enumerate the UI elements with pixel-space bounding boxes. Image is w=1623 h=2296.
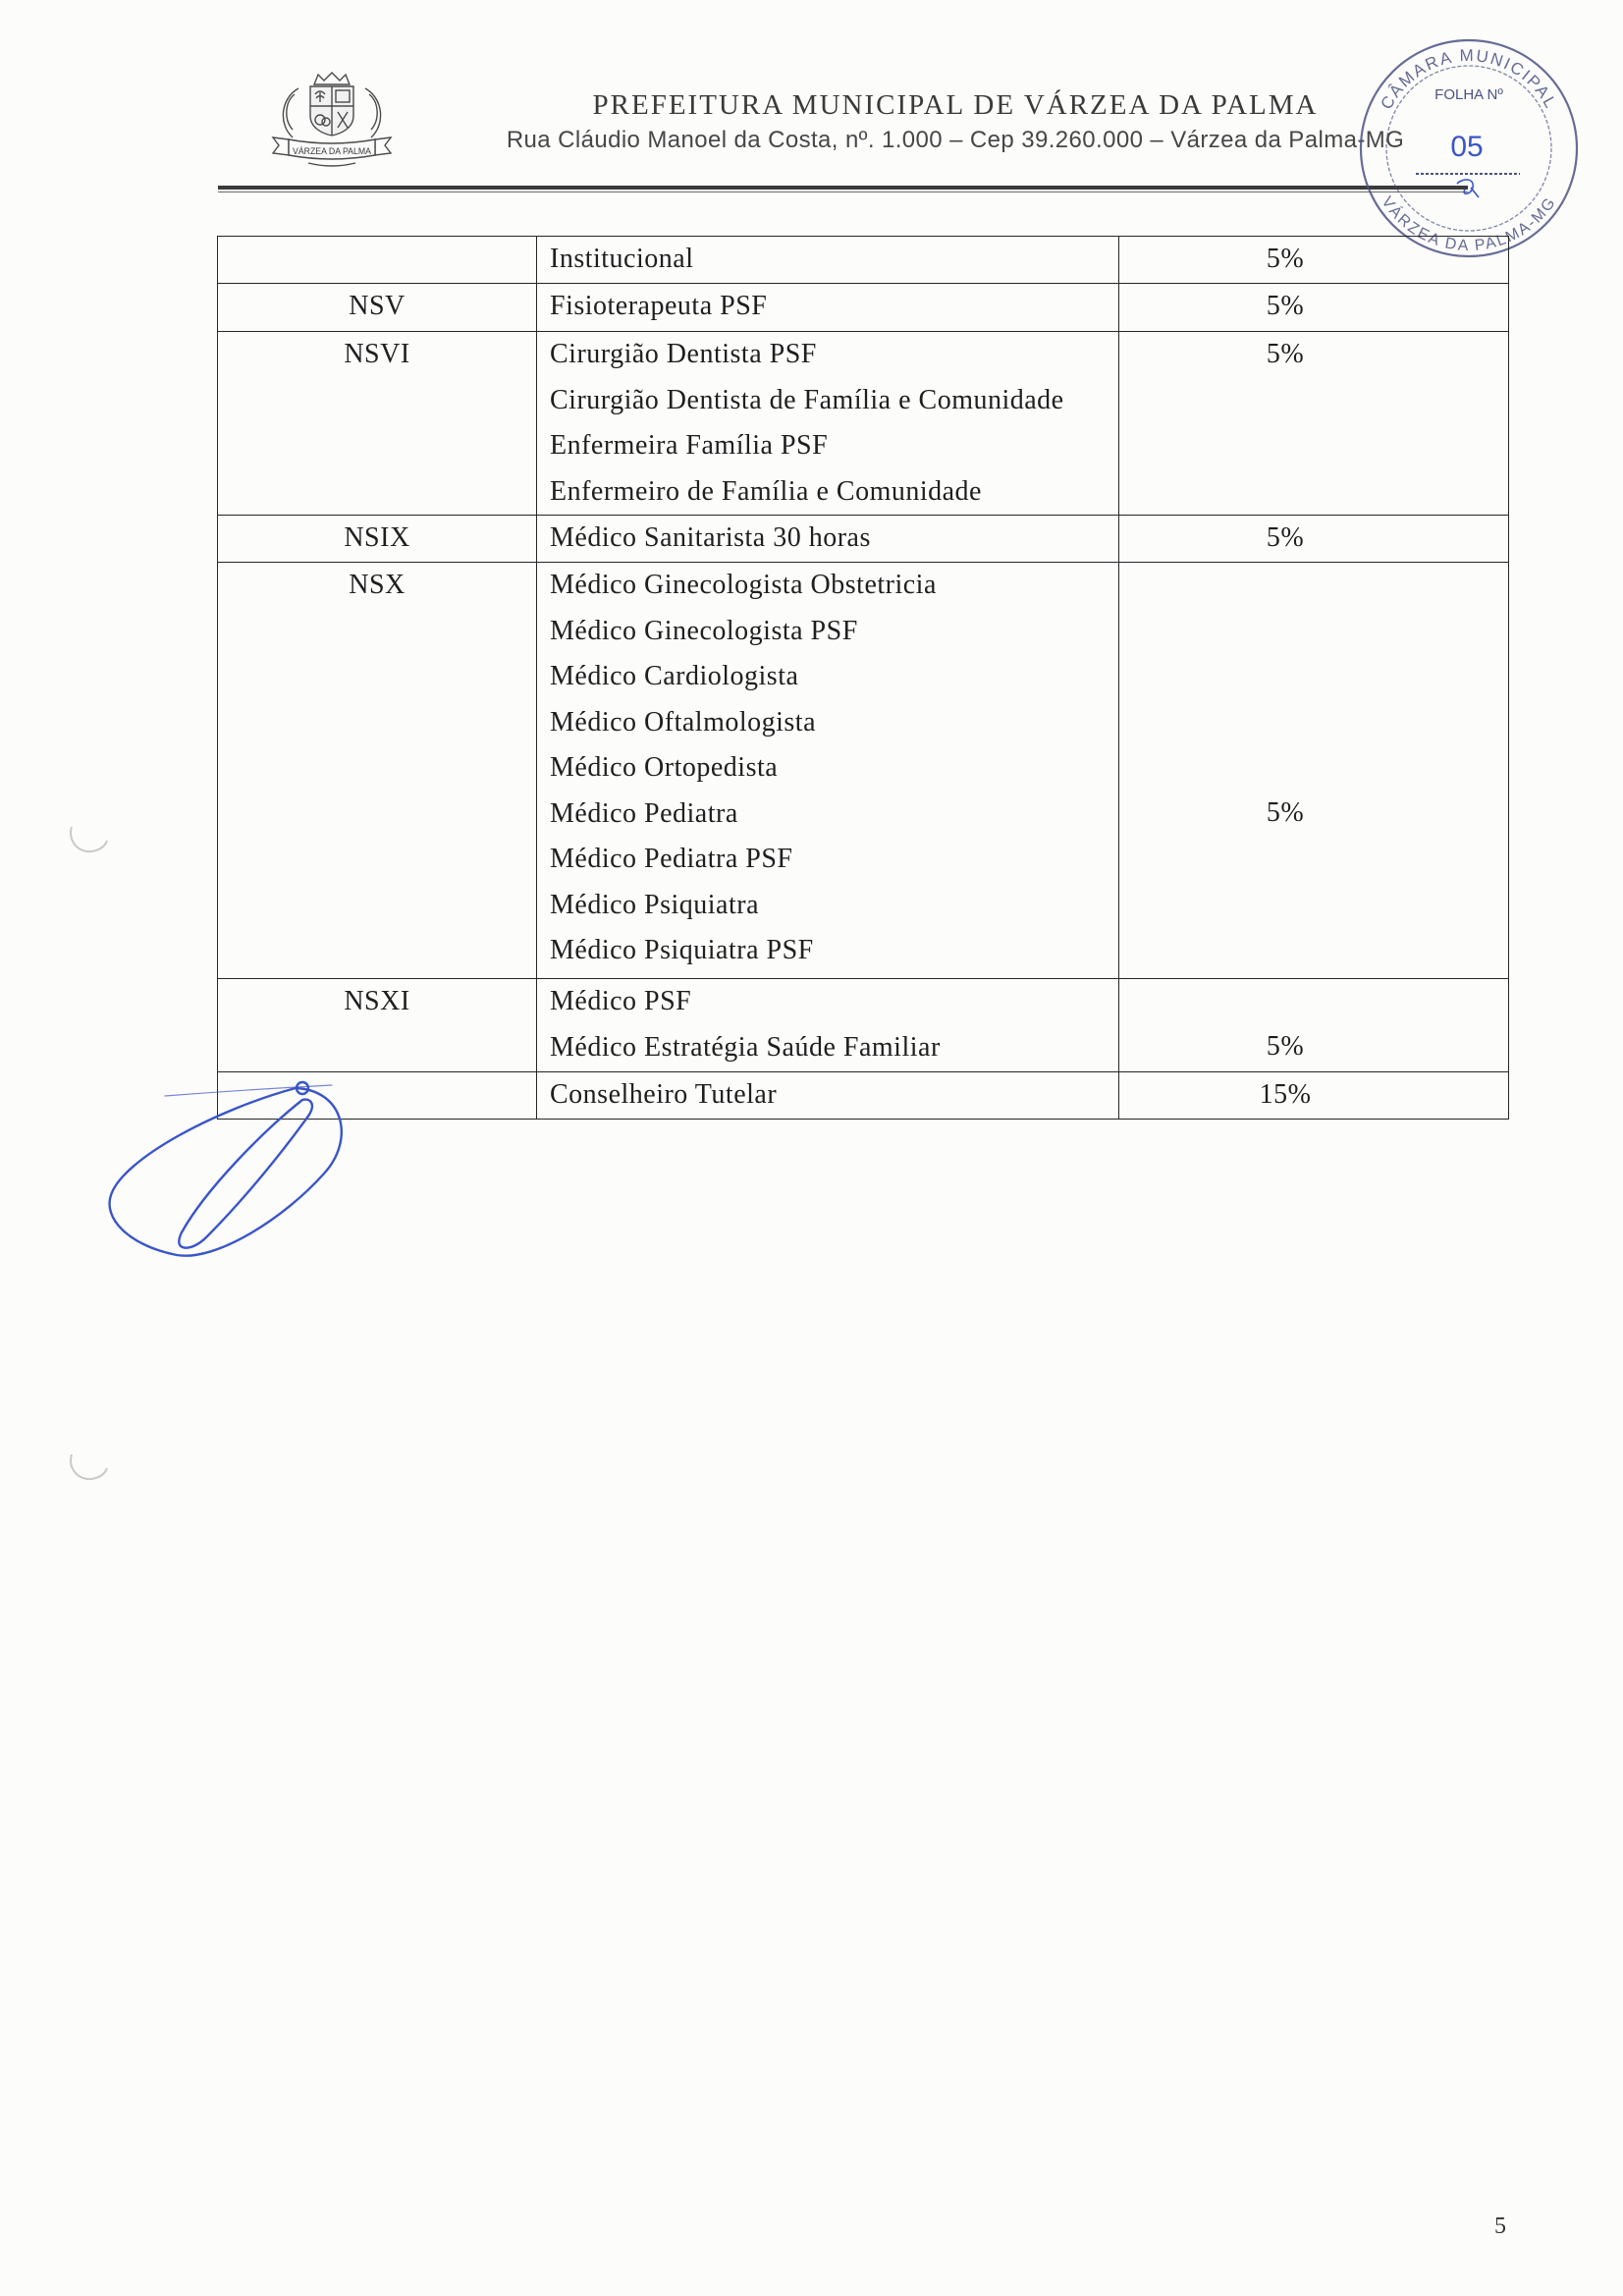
page-number: 5: [1494, 2214, 1506, 2239]
level-code-cell: NSIX: [218, 516, 537, 563]
letterhead-divider: [218, 186, 1468, 192]
table-row: [218, 516, 1509, 563]
stamp-page-number: 05: [1450, 131, 1484, 163]
position-title: Médico Ginecologista Obstetricia: [550, 570, 937, 600]
positions-cell: [537, 1072, 1119, 1120]
position-title: Fisioterapeuta PSF: [550, 291, 768, 321]
positions-table: [217, 236, 1509, 1120]
position-title: Enfermeira Família PSF: [550, 430, 829, 461]
level-code-cell: NSX: [218, 563, 537, 979]
positions-cell: [537, 237, 1119, 284]
positions-cell: [537, 332, 1119, 516]
punch-hole-mark: [64, 1437, 113, 1486]
position-title: Enfermeiro de Família e Comunidade: [550, 475, 982, 507]
letterhead-address: Rua Cláudio Manoel da Costa, nº. 1.000 – Cep 39.260.000 – Várzea da Palma-MG: [506, 127, 1405, 153]
level-code-cell: [218, 237, 537, 284]
level-code-cell: NSXI: [218, 979, 537, 1072]
position-title: Médico Estratégia Saúde Familiar: [550, 1031, 941, 1063]
rate-cell: 5%: [1119, 284, 1509, 332]
handwritten-signature: [98, 1070, 363, 1267]
rate-cell: 5%: [1119, 516, 1509, 563]
rate-cell: 5%: [1119, 332, 1509, 516]
table-row: [218, 563, 1509, 979]
level-code-cell: NSV: [218, 284, 537, 332]
stamp-initials-mark: [1457, 180, 1479, 197]
position-title: Médico PSF: [550, 986, 692, 1016]
level-code-cell: NSVI: [218, 332, 537, 516]
position-title: Médico Ginecologista PSF: [550, 615, 858, 646]
position-title: Cirurgião Dentista PSF: [550, 339, 817, 369]
rate-cell: 5%: [1119, 979, 1509, 1072]
table-row: [218, 1072, 1509, 1120]
municipal-crest-logo: [269, 71, 395, 173]
position-title: Médico Pediatra PSF: [550, 844, 793, 874]
rate-cell: 5%: [1119, 563, 1509, 979]
table-row: [218, 979, 1509, 1072]
table-row: [218, 332, 1509, 516]
positions-cell: [537, 284, 1119, 332]
stamp-label: FOLHA Nº: [1434, 86, 1503, 103]
position-title: Médico Ortopedista: [550, 752, 779, 783]
position-title: Cirurgião Dentista de Família e Comunidade: [550, 384, 1064, 415]
positions-cell: [537, 563, 1119, 979]
stamp-bottom-text: VÁRZEA DA PALMA-MG: [1378, 193, 1560, 255]
punch-hole-mark: [64, 809, 113, 858]
letterhead-title: PREFEITURA MUNICIPAL DE VÁRZEA DA PALMA: [592, 89, 1319, 121]
position-title: Institucional: [550, 244, 694, 274]
position-title: Médico Oftalmologista: [550, 706, 817, 738]
position-title: Médico Cardiologista: [550, 661, 799, 691]
table-row: [218, 237, 1509, 284]
positions-cell: [537, 979, 1119, 1072]
crest-banner-text: VÁRZEA DA PALMA: [293, 146, 372, 157]
position-title: Conselheiro Tutelar: [550, 1079, 778, 1110]
position-title: Médico Sanitarista 30 horas: [550, 522, 871, 553]
table-row: [218, 284, 1509, 332]
stamp-top-text: CÂMARA MUNICIPAL: [1377, 45, 1561, 113]
position-title: Médico Psiquiatra PSF: [550, 935, 814, 965]
position-title: Médico Pediatra: [550, 797, 738, 829]
council-page-stamp: [1355, 34, 1583, 262]
position-title: Médico Psiquiatra: [550, 889, 760, 920]
rate-cell: 5%: [1119, 237, 1509, 284]
letterhead: [461, 88, 1449, 155]
positions-cell: [537, 516, 1119, 563]
rate-cell: 15%: [1119, 1072, 1509, 1120]
